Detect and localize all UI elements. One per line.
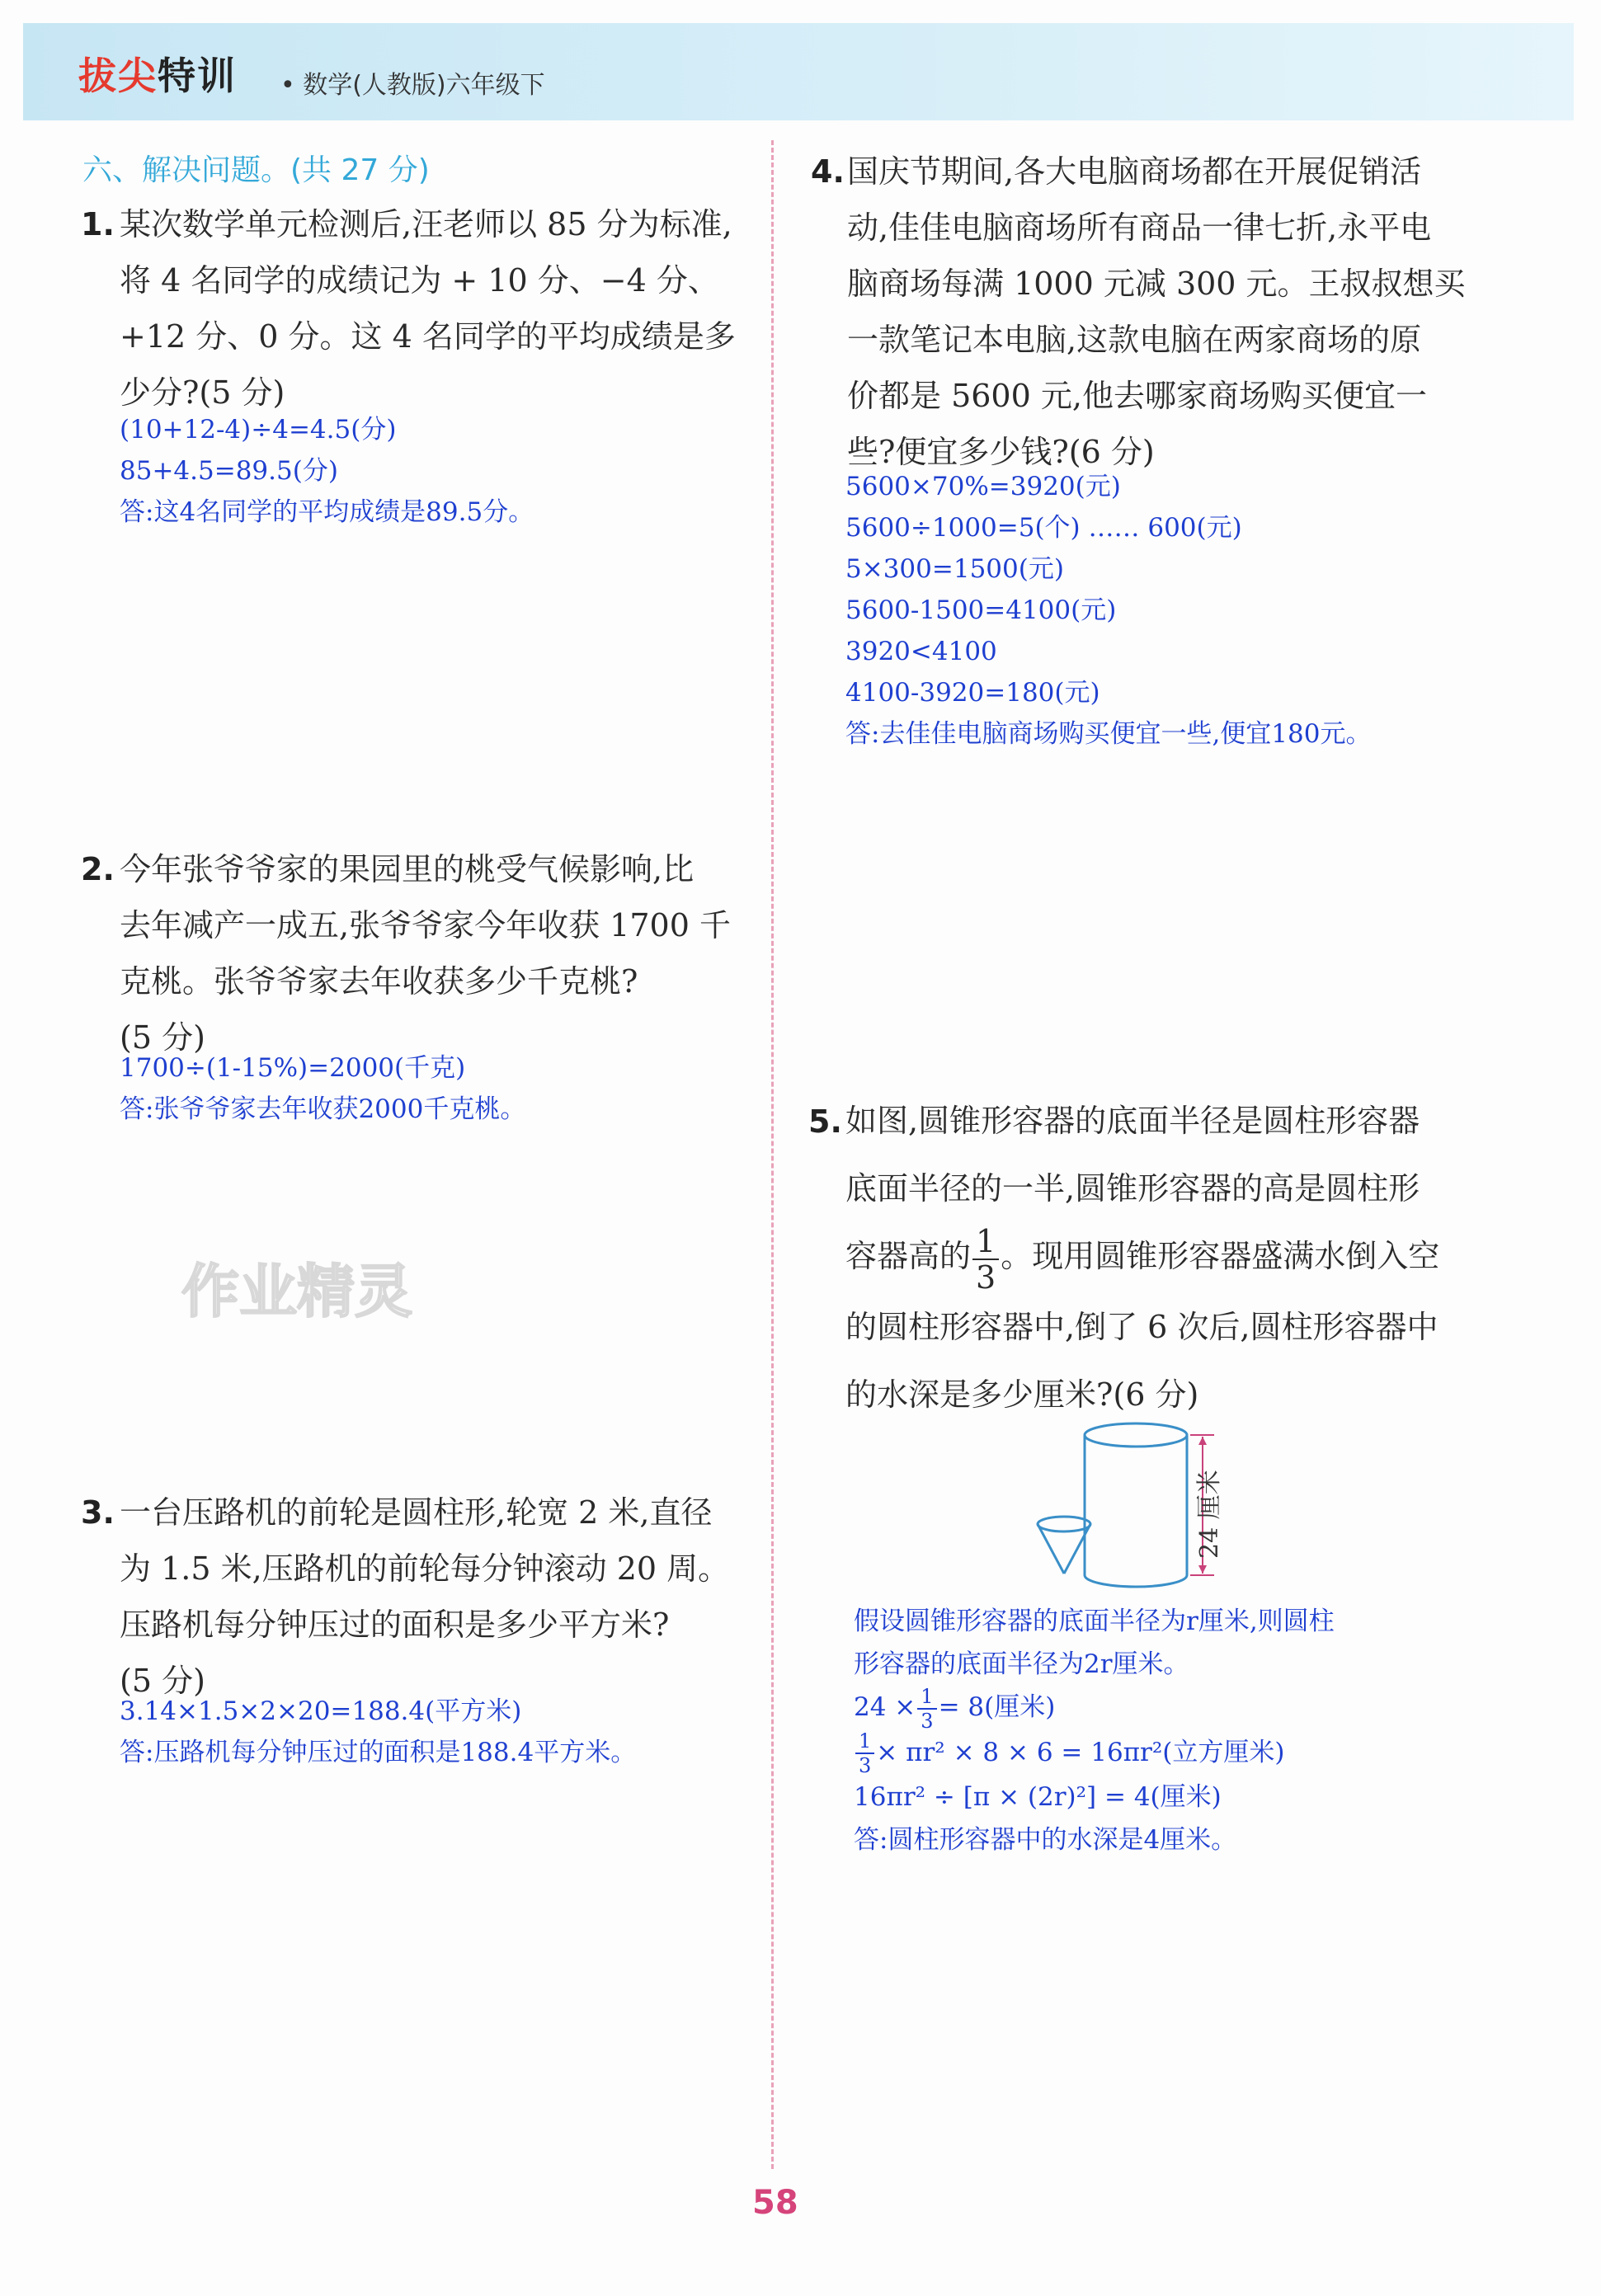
page-number: 58 bbox=[752, 2184, 798, 2222]
brand-logo: 拔尖特训 bbox=[78, 54, 237, 98]
cone-top-ellipse bbox=[1038, 1517, 1090, 1531]
question-number-4: 4. bbox=[811, 153, 845, 190]
watermark: 作业精灵 bbox=[181, 1258, 412, 1325]
cylinder-top bbox=[1085, 1423, 1187, 1447]
question-3-text: 一台压路机的前轮是圆柱形,轮宽 2 米,直径 为 1.5 米,压路机的前轮每分钟滚动 20 周。 压路机每分钟压过的面积是多少平方米? (5 分) bbox=[120, 1494, 730, 1699]
answer-3: 3.14×1.5×2×20=188.4(平方米) 答:压路机每分钟压过的面积是188.4平方米。 bbox=[120, 1696, 637, 1767]
question-number-3: 3. bbox=[81, 1494, 115, 1531]
answer-5: 假设圆锥形容器的底面半径为r厘米,则圆柱 形容器的底面半径为2r厘米。 24 × $\frac{1}{3}$ = 8(厘米) $\frac{1}{3}$ × πr² × 8 × 6 = 16πr²(立方厘米) 16πr² ÷ [π × (2r)²] = 4(厘米) 答:圆柱形容器中的水深是4厘米。 bbox=[854, 1607, 1335, 1855]
question-4-text: 国庆节期间,各大电脑商场都在开展促销活 动,佳佳电脑商场所有商品一律七折,永平电 脑商场每满 1000 元减 300 元。王叔叔想买 一款笔记本电脑,这款电脑在两家商场的原 价都是 5600 元,他去哪家商场购买便宜一 些?便宜多少钱?(6 分) bbox=[847, 153, 1466, 470]
header-banner bbox=[23, 23, 1574, 120]
answer-fraction-1: $\frac{1}{3}$ bbox=[917, 1687, 936, 1731]
dim-arrow-up bbox=[1198, 1437, 1207, 1445]
question-5-text: 如图,圆锥形容器的底面半径是圆柱形容器 底面半径的一半,圆锥形容器的高是圆柱形 容器高的 $\frac{1}{3}$ 。现用圆锥形容器盛满水倒入空 的圆柱形容器中,倒了 6 次后,圆柱形容器中 的水深是多少厘米?(6 分) bbox=[845, 1103, 1440, 1413]
answer-fraction-2: $\frac{1}{3}$ bbox=[855, 1731, 874, 1776]
cone-cylinder-figure bbox=[1023, 1419, 1295, 1595]
subject-title: • 数学(人教版)六年级下 bbox=[280, 71, 545, 100]
answer-2: 1700÷(1-15%)=2000(千克) 答:张爷爷家去年收获2000千克桃。 bbox=[120, 1053, 526, 1124]
answer-1: (10+12-4)÷4=4.5(分) 85+4.5=89.5(分) 答:这4名同学的平均成绩是89.5分。 bbox=[120, 415, 534, 527]
question-1-text: 某次数学单元检测后,汪老师以 85 分为标准, 将 4 名同学的成绩记为 + 10 分、−4 分、 +12 分、0 分。这 4 名同学的平均成绩是多 少分?(5 分) bbox=[120, 206, 736, 411]
figure-svg bbox=[1023, 1419, 1295, 1592]
dim-arrow-down bbox=[1198, 1565, 1207, 1574]
answer-4: 5600×70%=3920(元) 5600÷1000=5(个) …… 600(元) 5×300=1500(元) 5600-1500=4100(元) 3920<4100 4100-3920=180(元) 答:去佳佳电脑商场购买便宜一些,便宜180元。 bbox=[845, 472, 1372, 749]
section-title: 六、解决问题。(共 27 分) bbox=[82, 153, 430, 187]
fraction-one-third: $\frac{1}{3}$ bbox=[972, 1226, 999, 1293]
question-number-1: 1. bbox=[81, 206, 115, 242]
height-label: 24 厘米 bbox=[1195, 1470, 1224, 1559]
question-number-5: 5. bbox=[808, 1103, 842, 1140]
question-number-2: 2. bbox=[81, 851, 115, 887]
question-2-text: 今年张爷爷家的果园里的桃受气候影响,比 去年减产一成五,张爷爷家今年收获 1700 千 克桃。张爷爷家去年收获多少千克桃? (5 分) bbox=[120, 851, 731, 1056]
column-divider bbox=[771, 140, 774, 2169]
cylinder-bottom bbox=[1085, 1575, 1187, 1587]
